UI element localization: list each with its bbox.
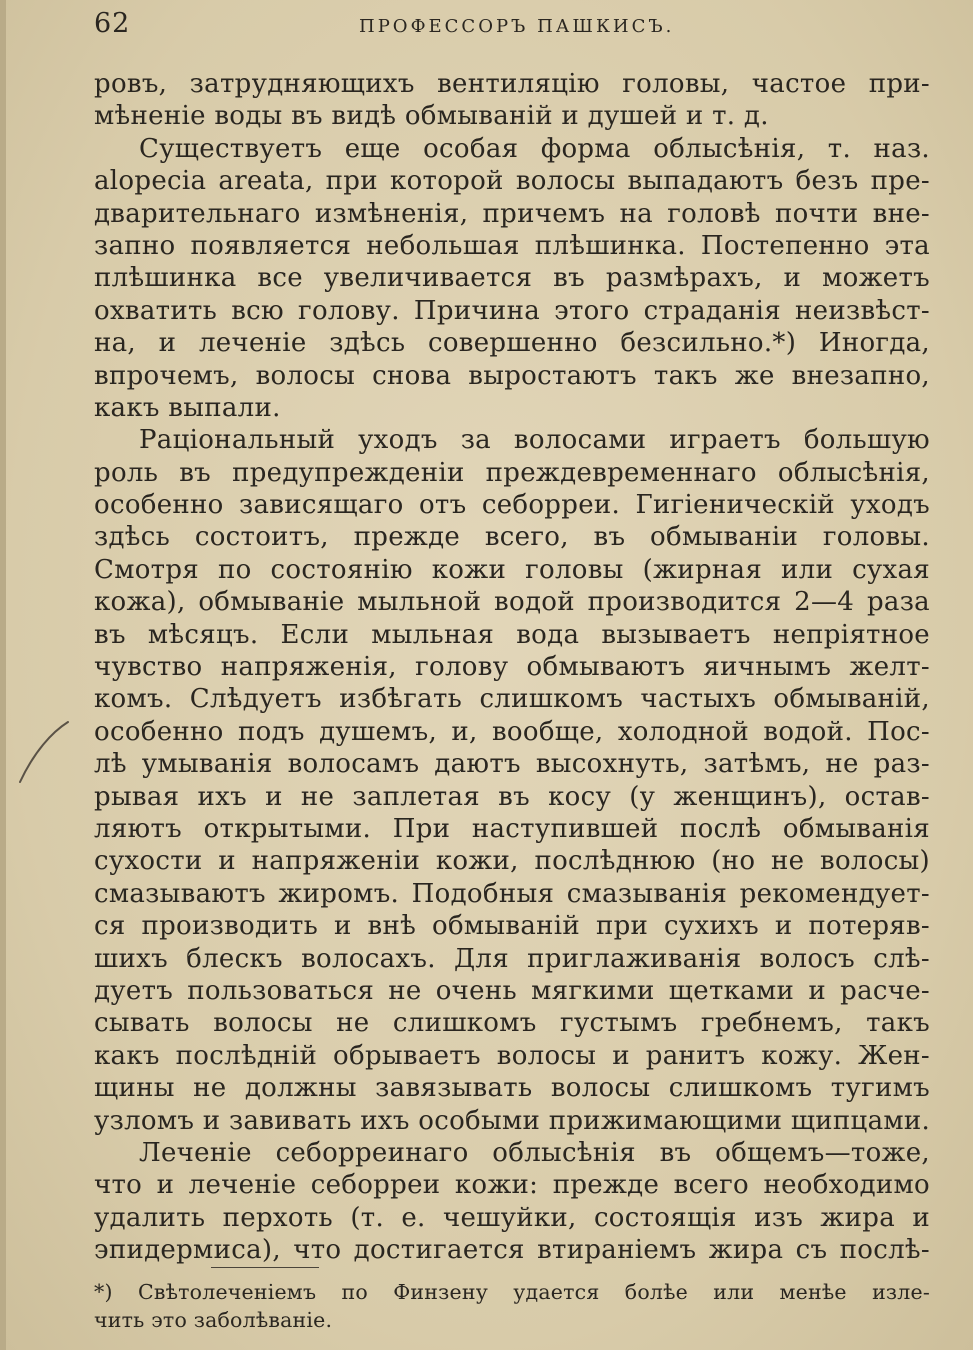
text-line: ляютъ открытыми. При наступившей послѣ обмыванія [94, 813, 930, 844]
text-line: особенно зависящаго отъ себорреи. Гигіеническій уходъ [94, 490, 930, 521]
paragraph-4 [94, 1137, 930, 1267]
text-line: что и леченіе себорреи кожи: прежде всего необходимо [94, 1170, 930, 1201]
text-line: Смотря по состоянію кожи головы (жирная или сухая [94, 554, 930, 585]
text-line: мѣненіе воды въ видѣ обмыванiй и душей и т. д. [94, 101, 769, 132]
footnote [94, 1278, 930, 1334]
paragraph-1 [94, 68, 930, 133]
text-line: щины не должны завязывать волосы слишкомъ тугимъ [94, 1073, 930, 1104]
text-line: alopecia areata, при которой волосы выпадаютъ безъ пре- [94, 166, 930, 197]
paragraph-2 [94, 133, 930, 425]
text-line: смазываютъ жиромъ. Подобныя смазыванія рекомендует- [94, 878, 930, 909]
paragraph-3 [94, 424, 930, 1137]
text-line: рывая ихъ и не заплетая въ косу (у женщинъ), остав- [94, 781, 930, 812]
text-line: здѣсь состоитъ, прежде всего, въ обмываніи головы. [94, 522, 930, 553]
page-number: 62 [94, 8, 131, 39]
body-text [94, 68, 930, 1266]
text-line: Леченіе себорреинаго облысѣнія въ общемъ—тоже, [139, 1137, 930, 1168]
text-line: роль въ предупрежденіи преждевременнаго облысѣнія, [94, 457, 930, 488]
text-line: чувство напряженія, голову обмываютъ яичнымъ желт- [94, 652, 930, 683]
text-line: ся производить и внѣ обмываній при сухихъ и потеряв- [94, 911, 930, 942]
pencil-margin-mark-icon [12, 718, 72, 788]
text-line: на, и леченіе здѣсь совершенно безсильно.*) Иногда, [94, 328, 930, 359]
text-line: сывать волосы не слишкомъ густымъ гребнемъ, такъ [94, 1008, 930, 1039]
footnote-divider [211, 1267, 319, 1268]
text-line: ровъ, затрудняющихъ вентиляцію головы, частое при- [94, 69, 930, 99]
text-line: дуетъ пользоваться не очень мягкими щетками и расче- [94, 975, 930, 1006]
text-line: охватить всю голову. Причина этого страданія неизвѣст- [94, 295, 930, 326]
text-line: плѣшинка все увеличивается въ размѣрахъ, и можетъ [94, 263, 930, 294]
text-line: шихъ блескъ волосахъ. Для приглаживанія волосъ слѣ- [94, 943, 930, 974]
text-line: Раціональный уходъ за волосами играетъ большую [139, 425, 930, 456]
text-line: какъ послѣдній обрываетъ волосы и ранитъ кожу. Жен- [94, 1040, 930, 1071]
text-line: Существуетъ еще особая форма облысѣнія, т. наз. [139, 133, 930, 164]
text-line: комъ. Слѣдуетъ избѣгать слишкомъ частыхъ обмываній, [94, 684, 930, 715]
text-line: лѣ умыванія волосамъ даютъ высохнуть, затѣмъ, не раз- [94, 749, 930, 780]
footnote-line: чить это заболѣваніе. [94, 1308, 333, 1332]
page-header [94, 8, 923, 40]
running-title: ПРОФЕССОРЪ ПАШКИСЪ. [359, 16, 675, 37]
footnote-line: *) Свѣтолеченіемъ по Финзену удается болѣе или менѣе излe- [94, 1280, 930, 1304]
text-line: дварительнаго измѣненія, причемъ на головѣ почти вне- [94, 198, 930, 229]
text-line: узломъ и завивать ихъ особыми прижимающими щипцами. [94, 1105, 931, 1136]
text-line: удалить перхоть (т. е. чешуйки, состоящія изъ жира и [94, 1202, 930, 1233]
text-line: впрочемъ, волосы снова выростаютъ такъ же внезапно, [94, 360, 930, 391]
text-line: особенно подъ душемъ, и, вообще, холодной водой. Пос- [94, 716, 930, 747]
text-line: кожа), обмываніе мыльной водой производится 2—4 раза [94, 587, 930, 618]
text-line: какъ выпали. [94, 392, 281, 423]
text-line: эпидермиса), что достигается втираніемъ жира съ послѣ- [94, 1235, 930, 1266]
text-line: сухости и напряженіи кожи, послѣднюю (но не волосы) [94, 846, 930, 877]
text-line: въ мѣсяцъ. Если мыльная вода вызываетъ непріятное [94, 619, 930, 650]
text-line: запно появляется небольшая плѣшинка. Постепенно эта [94, 230, 930, 261]
